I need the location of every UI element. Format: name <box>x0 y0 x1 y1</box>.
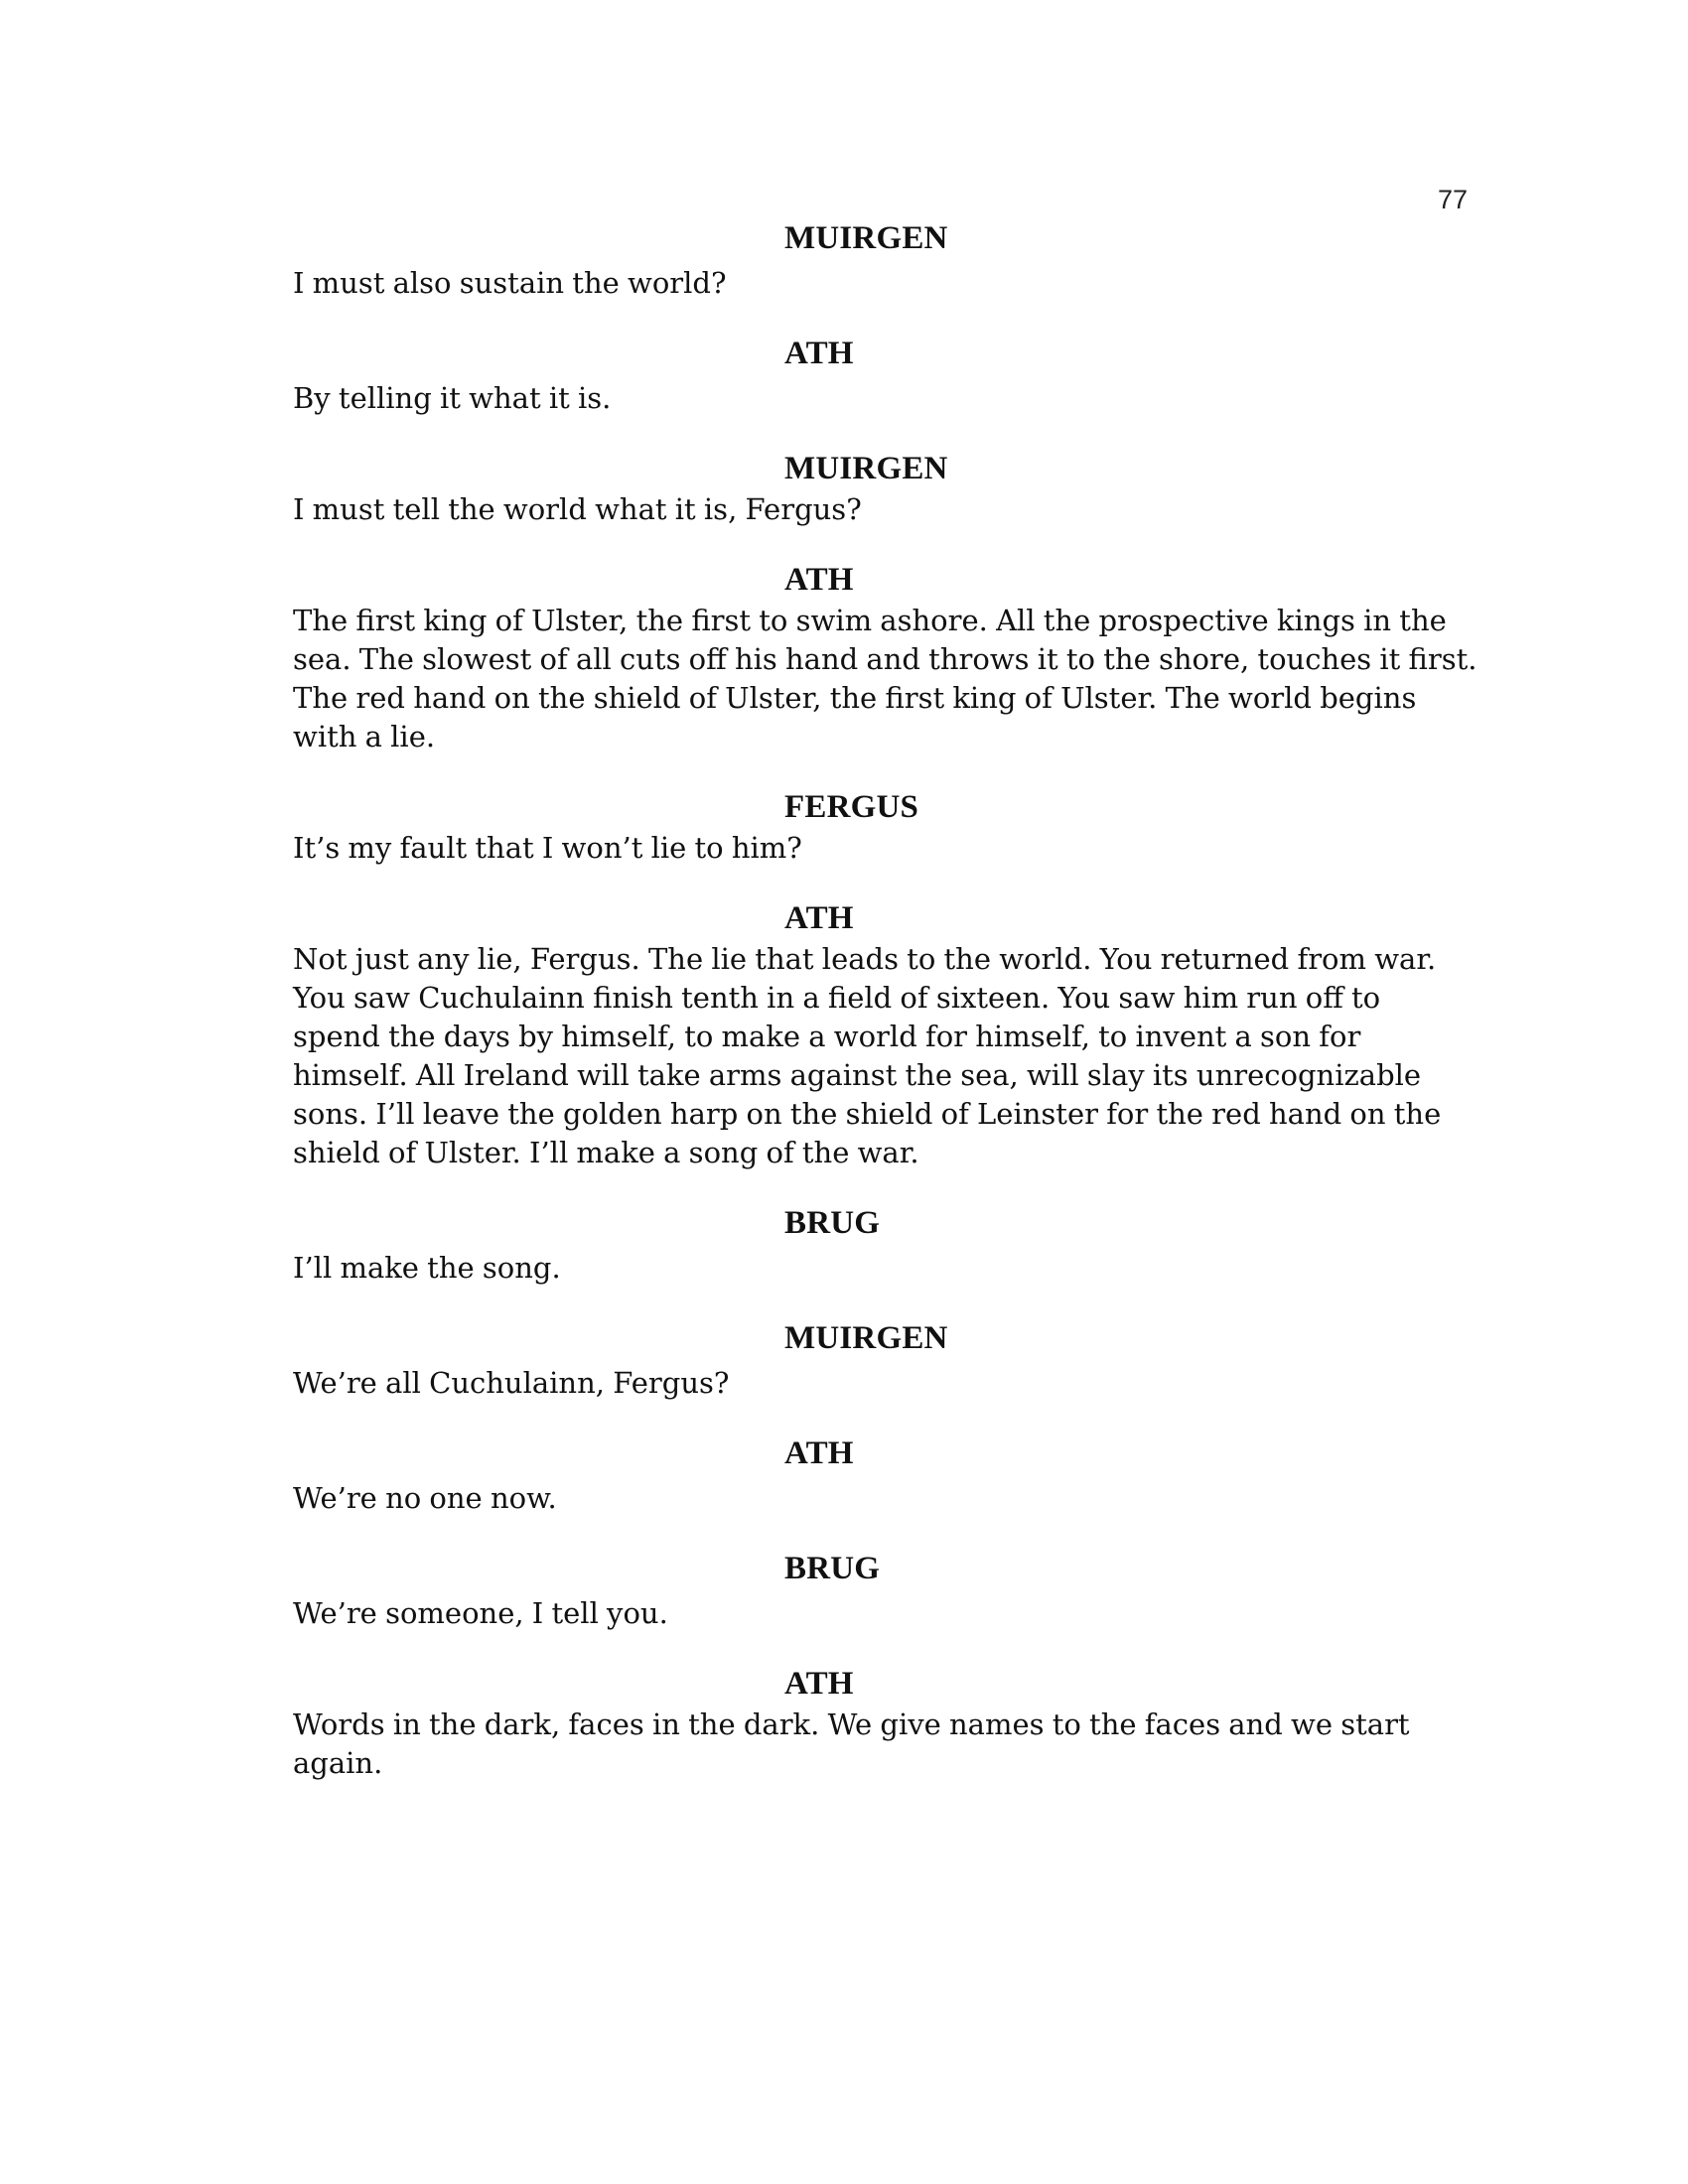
script-dialogue <box>293 220 1484 1816</box>
page-number: 77 <box>1438 185 1469 214</box>
dialogue-line: Not just any lie, Fergus. The lie that leads to the world. You returned from war. <box>293 942 1437 976</box>
speaker-name: ATH <box>784 562 854 598</box>
dialogue-block <box>293 900 1484 1172</box>
dialogue-line: We’re all Cuchulainn, Fergus? <box>293 1366 730 1400</box>
dialogue-line: Words in the dark, faces in the dark. We give names to the faces and we start <box>293 1707 1410 1741</box>
dialogue-line: By telling it what it is. <box>293 381 612 415</box>
speaker-name: BRUG <box>784 1551 881 1586</box>
dialogue-block <box>293 220 1484 303</box>
dialogue-line: We’re someone, I tell you. <box>293 1596 668 1630</box>
dialogue-block <box>293 789 1484 868</box>
dialogue-block <box>293 1320 1484 1403</box>
speaker-name: MUIRGEN <box>784 1320 948 1356</box>
dialogue-block <box>293 451 1484 529</box>
speaker-name: ATH <box>784 900 854 936</box>
dialogue-line: We’re no one now. <box>293 1481 557 1515</box>
dialogue-line: again. <box>293 1746 383 1780</box>
dialogue-line: It’s my fault that I won’t lie to him? <box>293 831 802 865</box>
dialogue-block <box>293 1435 1484 1518</box>
dialogue-line: sea. The slowest of all cuts off his hand and throws it to the shore, touches it first. <box>293 642 1477 676</box>
dialogue-block <box>293 1205 1484 1288</box>
speaker-name: MUIRGEN <box>784 220 948 256</box>
dialogue-line: I must also sustain the world? <box>293 266 727 300</box>
speaker-name: ATH <box>784 1666 854 1702</box>
dialogue-line: You saw Cuchulainn finish tenth in a field of sixteen. You saw him run off to <box>293 981 1381 1015</box>
dialogue-line: I must tell the world what it is, Fergus? <box>293 492 862 526</box>
dialogue-line: The red hand on the shield of Ulster, the first king of Ulster. The world begins <box>293 681 1417 715</box>
speaker-name: MUIRGEN <box>784 451 948 486</box>
dialogue-block <box>293 1551 1484 1633</box>
dialogue-line: sons. I’ll leave the golden harp on the shield of Leinster for the red hand on the <box>293 1097 1442 1131</box>
speaker-name: ATH <box>784 1435 854 1471</box>
dialogue-line: spend the days by himself, to make a world for himself, to invent a son for <box>293 1020 1361 1053</box>
dialogue-line: shield of Ulster. I’ll make a song of the war. <box>293 1136 919 1169</box>
dialogue-line: I’ll make the song. <box>293 1251 561 1285</box>
dialogue-line: himself. All Ireland will take arms against the sea, will slay its unrecognizable <box>293 1058 1422 1092</box>
dialogue-line: with a lie. <box>293 720 436 753</box>
dialogue-block <box>293 336 1484 418</box>
dialogue-block <box>293 562 1484 756</box>
dialogue-block <box>293 1666 1484 1783</box>
dialogue-line: The first king of Ulster, the first to swim ashore. All the prospective kings in the <box>293 604 1447 637</box>
speaker-name: ATH <box>784 336 854 371</box>
speaker-name: FERGUS <box>784 789 919 825</box>
speaker-name: BRUG <box>784 1205 881 1241</box>
